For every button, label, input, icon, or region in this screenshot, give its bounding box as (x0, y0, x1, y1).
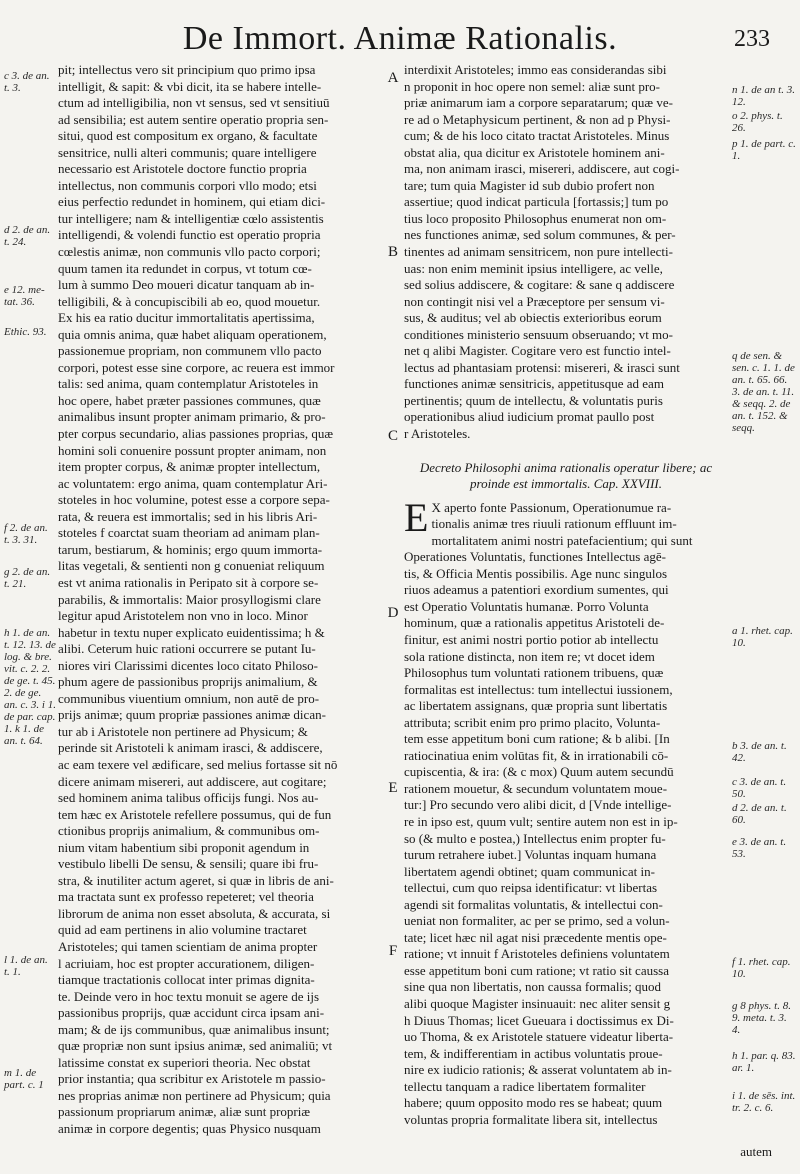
text-line: nes functiones animæ, sed solum communes, & per- (404, 227, 676, 243)
running-title: De Immort. Animæ Rationalis. (182, 20, 618, 57)
text-line: hominum, quæ a rationalis appetitus Aristoteli de- (404, 615, 665, 631)
text-line: animalibus insunt propter animam primario, & pro- (58, 409, 326, 425)
text-line: ac eam texere vel ædificare, sed melius fortasse sit nō (58, 756, 338, 772)
running-header (0, 14, 800, 64)
text-line: operationibus aliud iudicium promat paullo post (404, 409, 655, 425)
text-line: ma, non animam irasci, misereri, addiscere, aut cogi- (404, 161, 680, 177)
text-line: item propter corpus, & animæ propter intellectum, (58, 459, 321, 475)
section-letter-b: B (387, 244, 398, 260)
left-column-lines (58, 62, 383, 1138)
left-text-column (58, 62, 383, 1138)
text-line: tate; licet hæc nil agat nisi præcedente mentis ope- (404, 929, 667, 945)
chapter-heading: Decreto Philosophi anima rationalis operatur libere; ac proinde est immortalis. Cap. XXVIII. (419, 459, 713, 491)
text-line: net q alibi Magister. Cogitare vero est functio intel- (404, 343, 671, 359)
text-line: mam; & de ijs communibus, quæ animalibus insunt; (58, 1021, 330, 1037)
page-number: 233 (734, 26, 770, 52)
text-line: intelligendi, & volendi functio est operatio propria (58, 227, 321, 243)
section-letter-a: A (387, 70, 399, 86)
right-column-top-lines (404, 62, 728, 443)
text-line: sed solius addiscere, & cogitare: & sane q addiscere (404, 277, 675, 293)
text-line: necessario est Aristotele doctore functio propria (58, 161, 307, 177)
left-margin-note: f 2. de an. t. 3. 31. (4, 522, 48, 546)
text-line: ctionibus proprijs animalium, & communibus om- (58, 823, 320, 839)
text-line: legitur apud Aristotelem non vno in loco. Minor (58, 608, 308, 624)
text-line: ac voluntatem: ergo anima, quam contemplatur Ari- (58, 475, 328, 491)
text-line: habere; quum opposito modo res se habeat; quum (404, 1095, 663, 1111)
text-line: turum retrahere iubet.] Voluntas inquam humana (404, 847, 657, 863)
text-line: parabilis, & immortalis: Maior prosyllogismi clare (58, 591, 321, 607)
text-line: te. Deinde vero in hoc textu monuit se agere de ijs (58, 988, 320, 1004)
text-line: voluntas propria formalitate libera sit, intellectus (404, 1111, 658, 1127)
text-line: nes proprias animæ non pertinere ad Physicum; quia (58, 1087, 331, 1103)
text-line: Ex his ea ratio ducitur immortalitatis apertissima, (58, 310, 315, 326)
text-line: telligibili, & à concupiscibili ab eo, quod mouetur. (58, 293, 321, 309)
text-line: passionum propriarum animæ, aliæ sunt propriæ (58, 1104, 311, 1120)
text-line: l acriuiam, hoc est propter accurationem, diligen- (58, 955, 315, 971)
text-line: litas vegetali, & sentienti non g conueniat reliquum (58, 558, 325, 574)
text-line: cœlestis animæ, non communis vllo pacto corpori; (58, 244, 321, 260)
text-line: nium vitam habentium sibi proponit agendum in (58, 839, 310, 855)
text-line: functiones animæ sensitricis, appetitusque ad eam (404, 376, 664, 392)
text-line: vestibulo libelli De sensu, & sensili; quare ibi fru- (58, 856, 319, 872)
right-text-column (404, 62, 728, 1128)
right-margin-note: e 3. de an. t. 53. (732, 836, 787, 860)
text-line: sola ratione distincta, non item re; vt docet idem (404, 648, 655, 664)
text-line: ueniat non formaliter, ac per se primo, sed a volun- (404, 913, 670, 929)
text-line: prior instantia; qua scribitur ex Aristotele m passio- (58, 1071, 326, 1087)
text-line: obstat alia, qua dicitur ex Aristotele hominem ani- (404, 144, 665, 160)
text-line: tur:] Pro secundo vero alibi dicit, d [Vnde intellige- (404, 797, 672, 813)
text-line: dicere animam misereri, aut addiscere, aut cogitare; (58, 773, 327, 789)
text-line: tius loco proposito Philosophus enumerat non om- (404, 210, 667, 226)
text-line: r Aristoteles. (404, 426, 471, 442)
right-margin-note: p 1. de part. c. 1. (732, 138, 796, 162)
text-line: Philosophus tum voluntati rationem tribuens, quæ (404, 665, 664, 681)
text-line: esse appetitum boni cum ratione; vt ratio sit caussa (404, 962, 669, 978)
right-margin-note: i 1. de sēs. int. tr. 2. c. 6. (732, 1090, 796, 1114)
text-line: sine qua non libertatis, non caussa formalis; quod (404, 979, 662, 995)
text-line: ratione; vt innuit f Aristoteles definiens voluntatem (404, 946, 670, 962)
text-line: est Operatio Voluntatis humanæ. Porro Volunta (404, 598, 649, 614)
text-line: Aristoteles; qui tamen scientiam de anima propter (58, 938, 318, 954)
text-line: tinentes ad animam sensitricem, non pure intellecti- (404, 244, 673, 260)
section-letter-c: C (387, 428, 398, 444)
text-line: tur ab i Aristotele non pertinere ad Physicum; & (58, 723, 308, 739)
text-line: uo Thoma, & ex Aristotele statuere videatur liberta- (404, 1029, 674, 1045)
text-line: intellectus, non communis corpori vllo modo; etsi (58, 177, 317, 193)
text-line: latissime constat ex superiori theoria. Nec obstat (58, 1054, 311, 1070)
text-line: cum; & de his loco citato tractat Aristoteles. Minus (404, 128, 670, 144)
text-line: priæ animarum iam a corpore separatarum; quæ ve- (404, 95, 673, 111)
text-line: alibi quoque Magister insinuauit: nec aliter sensit g (404, 995, 671, 1011)
section-letter-f: F (388, 943, 398, 959)
text-line: stra, & inutiliter actum ageret, si quæ in libris de ani- (58, 872, 334, 888)
text-line: quid ad eam pertinens in alio volumine tractaret (58, 922, 307, 938)
right-margin-note: o 2. phys. t. 26. (732, 110, 783, 134)
text-line: re in ipso est, quum vult; sentire autem non est in ip- (404, 813, 678, 829)
text-line: uas: non enim meminit ipsius intelligere, ac velle, (404, 260, 663, 276)
text-line: quia omnis anima, quæ habet aliquam operationem, (58, 326, 327, 342)
text-line: n proponit in hoc opere non semel: aliæ sunt pro- (404, 78, 660, 94)
text-line: tem, & indifferentiam in actibus voluntatis proue- (404, 1045, 663, 1061)
text-line: riuos adeamus a patentiori exordium sumentes, qui (404, 582, 669, 598)
left-margin-note: Ethic. 93. (4, 326, 47, 338)
text-line: tem esse appetitum boni cum ratione; & b alibi. [In (404, 731, 670, 747)
text-line: tellectui, cum quo reipsa identificatur: vt libertas (404, 880, 658, 896)
text-line: talis: sed anima, quam contemplatur Aristoteles in (58, 376, 319, 392)
text-line: tarum, bestiarum, & hominis; ergo quum immorta- (58, 541, 323, 557)
chapter-body (404, 494, 728, 1129)
right-margin-note: h 1. par. q. 83. ar. 1. (732, 1050, 796, 1074)
text-line: assertiue; quod indicat particula [fortassis;] tum po (404, 194, 669, 210)
left-margin-note: l 1. de an. t. 1. (4, 954, 48, 978)
right-margin-note: f 1. rhet. cap. 10. (732, 956, 791, 980)
text-line: librorum de anima non esset absoluta, & accurata, si (58, 905, 331, 921)
catchword: autem (740, 1144, 772, 1159)
left-margin-note: e 12. me- tat. 36. (4, 284, 45, 308)
text-line: sed hominem anima talibus officijs fungi. Nos au- (58, 790, 319, 806)
text-line: finitur, est animi nostri portio potior ab intellectu (404, 631, 659, 647)
text-line: situi, quod est compositum ex organo, & facultate (58, 128, 318, 144)
text-line: pter corpus secundario, alias passiones proprias, quæ (58, 426, 334, 442)
text-line: eius perfectio redundet in hominem, qui etiam dici- (58, 194, 326, 210)
text-line: perinde sit Aristoteli k animam irasci, & addiscere, (58, 740, 323, 756)
text-line: interdixit Aristoteles; immo eas considerandas sibi (404, 62, 667, 77)
text-line: communibus viuentium omnium, non autē de pro- (58, 690, 320, 706)
text-line: phum agere de passionibus proprijs animalium, & (58, 674, 318, 690)
text-line: sensitrice, nulli alteri communis; quare intelligere (58, 144, 317, 160)
right-margin-note: c 3. de an. t. 50. (732, 776, 787, 800)
left-margin-note: g 2. de an. t. 21. (4, 566, 51, 590)
text-line: corpori, potest esse sine corpore, ac reuera est immor (58, 359, 335, 375)
text-line: rationem mouetur, & secundum voluntatem moue- (404, 780, 668, 796)
left-margin-note: m 1. de part. c. 1 (4, 1067, 44, 1091)
text-line: animæ in corpore degentis; quas Physico nusquam (58, 1121, 321, 1136)
text-line: agendi sit formalitas voluntatis, & intellectui con- (404, 896, 663, 912)
text-line: tem hæc ex Aristotele refellere possumus, qui de fun (58, 806, 332, 822)
text-line: Operationes Voluntatis, functiones Intellectus agē- (404, 549, 666, 565)
text-line: tionalis animæ tres riuuli rationum effluunt im- (431, 516, 677, 532)
text-line: cupiscentia, & ira: (& c mox) Quum autem secundū (404, 764, 674, 780)
section-letter-d: D (387, 605, 399, 621)
text-line: habetur in textu nuper explicato euidentissima; h & (58, 624, 325, 640)
text-line: ac libertatem assignans, quæ propria sunt libertatis (404, 698, 668, 714)
text-line: tellectu tanquam a radice libertatem formaliter (404, 1078, 646, 1094)
drop-cap-letter: E (404, 494, 429, 540)
text-line: tiamque tractationis collocat inter primas dignita- (58, 972, 315, 988)
text-line: so (& multo e postea,) Intellectus enim propter fu- (404, 830, 666, 846)
text-line: tis, & Officia Mentis possibilis. Age nunc singulos (404, 565, 668, 581)
text-line: hoc opere, habet præter passiones communes, quæ (58, 392, 321, 408)
right-margin-note: d 2. de an. t. 60. (732, 802, 787, 826)
text-line: stoteles in hoc volumine, potest esse a corpore sepa- (58, 492, 330, 508)
text-line: ratiocinatiua enim volūtas fit, & in irrationabili cō- (404, 747, 669, 763)
left-margin-note: h 1. de an. t. 12. 13. de log. & bre. vit. c. 2. 2. de ge. t. 45. 2. de ge. an. c. 3. i 1. de par. cap. 1. k 1. de an. t. 64. (4, 627, 56, 747)
text-line: lum à summo Deo moueri dicatur tanquam ab in- (58, 277, 315, 293)
text-line: lectus ad phantasiam protensi: misereri, & irasci sunt (404, 359, 680, 375)
text-line: pit; intellectus vero sit principium quo primo ipsa (58, 62, 316, 77)
left-margin-note: c 3. de an. t. 3. (4, 70, 50, 94)
text-line: intelligit, & sapit: & vbi dicit, ita se habere intelle- (58, 78, 322, 94)
text-line: pertinentis; quum de intellectu, & voluntatis puris (404, 392, 663, 408)
text-line: stoteles f coarctat suam theoriam ad animam plan- (58, 525, 320, 541)
text-line: passionemue propriam, non communem vllo pacto (58, 343, 322, 359)
text-line: alibi. Ceterum huic rationi occurrere se putant Iu- (58, 641, 316, 657)
text-line: rata, & reuera est immortalis; sed in his libris Ari- (58, 508, 318, 524)
text-line: ma tractata sunt ex professo repeteret; vel theoria (58, 889, 314, 905)
text-line: ad sensibilia; est autem sentire operatio propria sen- (58, 111, 329, 127)
text-line: passionibus proprijs, quæ accidunt circa ipsam ani- (58, 1005, 325, 1021)
right-margin-note: q de sen. & sen. c. 1. 1. de an. t. 65. 66. 3. de an. t. 11. & seqq. 2. de an. t. 152. & seqq. (732, 350, 795, 434)
text-line: re ad o Metaphysicum pertinent, & non ad p Physi- (404, 111, 671, 127)
right-margin-note: b 3. de an. t. 42. (732, 740, 787, 764)
text-line: sus, & auditus; vel ab obiectis exterioribus eorum (404, 310, 662, 326)
text-line: tur intelligere; nam & intelligentiæ cœlo assistentis (58, 210, 324, 226)
text-line: conditiones ministerio sensuum obseruando; vt mo- (404, 326, 673, 342)
text-line: h Diuus Thomas; licet Gueuara i doctissimus ex Di- (404, 1012, 674, 1028)
right-margin-note: a 1. rhet. cap. 10. (732, 625, 793, 649)
text-line: tare; tum quia Magister id sub dubio profert non (404, 177, 655, 193)
right-margin-note: g 8 phys. t. 8. 9. meta. t. 3. 4. (732, 1000, 791, 1036)
text-line: est vt anima rationalis in Peripato sit à corpore se- (58, 574, 319, 590)
text-line: attributa; scribit enim pro primo placito, Volunta- (404, 714, 661, 730)
text-line: quum tamen ita redundet in corpus, vt totum cœ- (58, 260, 312, 276)
section-letter-e: E (388, 780, 398, 796)
text-line: libertatem agendi obtinet; quam communicat in- (404, 863, 655, 879)
text-line: homini soli conuenire possunt propter animam, non (58, 442, 327, 458)
text-line: mortalitatem animi nostri patefacientium; qui sunt (431, 532, 693, 548)
text-line: niores viri Clarissimi dicentes loco citato Philoso- (58, 657, 318, 673)
text-line: quæ propriæ non sunt ipsius animæ, sed animaliū; vt (58, 1038, 333, 1054)
right-column-body-lines (404, 494, 728, 1129)
text-line: ctum ad intelligibilia, non vt sensus, sed vt sensitiuū (58, 95, 330, 111)
right-margin-note: n 1. de an t. 3. 12. (732, 84, 795, 108)
text-line: prijs animæ; quum propriæ passiones animæ dican- (58, 707, 326, 723)
text-line: nire ex iudicio rationis; & asserat voluntatem ab in- (404, 1062, 672, 1078)
text-line: non contingit nisi vel a Præceptore per sensum vi- (404, 293, 665, 309)
text-line: formalitas est intellectus: tum intellectui iussionem, (404, 681, 673, 697)
left-margin-note: d 2. de an. t. 24. (4, 224, 51, 248)
text-line: X aperto fonte Passionum, Operationumue ra- (431, 499, 672, 515)
